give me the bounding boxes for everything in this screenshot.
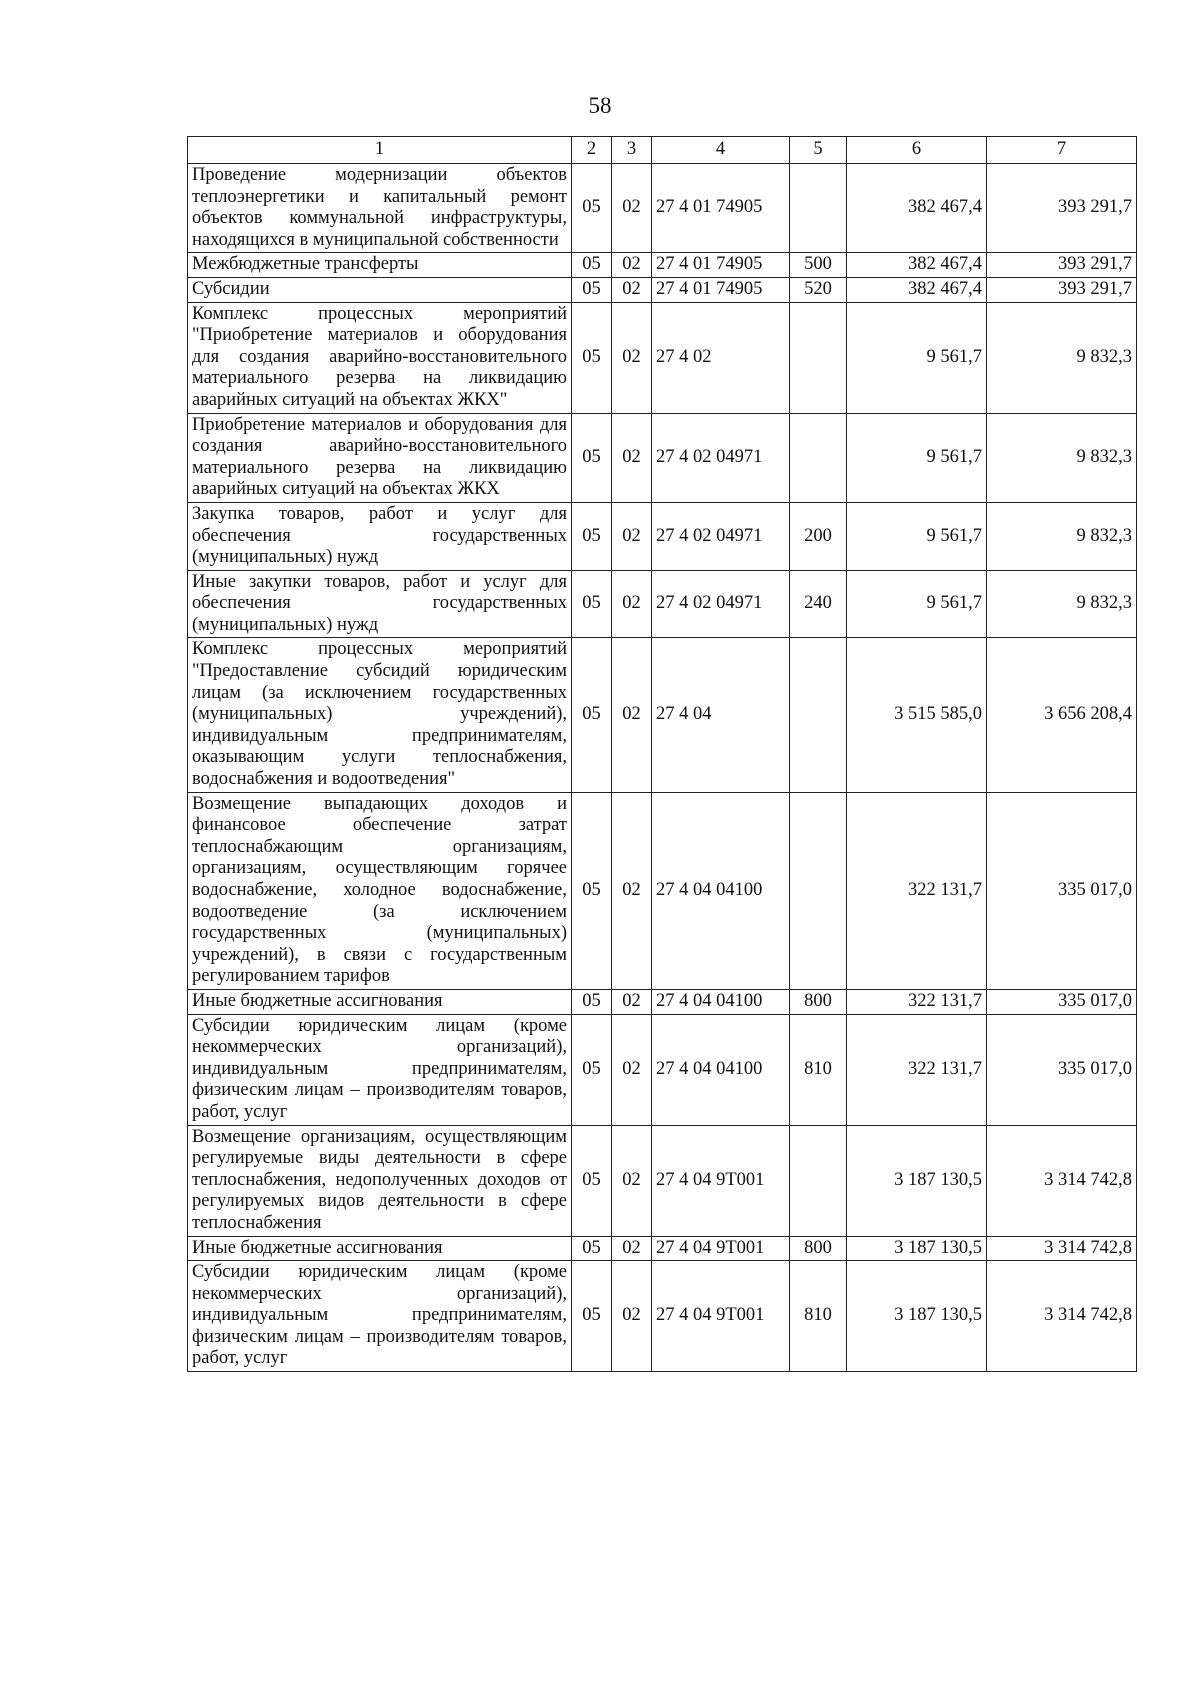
row-name-cell: Комплекс процессных мероприятий "Приобретение материалов и оборудования для создания аварийно-восстановительного материального резерва на ликвидацию аварийных ситуаций на объектах ЖКХ"	[188, 302, 572, 413]
subsection-code-cell: 02	[612, 277, 652, 302]
subsection-code-cell: 02	[612, 164, 652, 253]
table-body	[188, 137, 1137, 1372]
amount-year-2-cell: 9 832,3	[987, 413, 1137, 502]
header-cell-6: 6	[847, 137, 987, 164]
target-article-cell: 27 4 02 04971	[652, 570, 790, 638]
section-code-cell: 05	[572, 502, 612, 570]
amount-year-1-cell: 3 187 130,5	[847, 1125, 987, 1236]
expense-type-cell	[790, 1125, 847, 1236]
row-name-cell: Возмещение выпадающих доходов и финансовое обеспечение затрат теплоснабжающим организациям, организациям, осуществляющим горячее водоснабжение, холодное водоснабжение, водоотведение (за исключением государственных (муниципальных) учреждений), в связи с государственным регулированием тарифов	[188, 792, 572, 989]
target-article-cell: 27 4 02	[652, 302, 790, 413]
target-article-cell: 27 4 01 74905	[652, 164, 790, 253]
subsection-code-cell: 02	[612, 638, 652, 792]
amount-year-1-cell: 382 467,4	[847, 277, 987, 302]
subsection-code-cell: 02	[612, 570, 652, 638]
section-code-cell: 05	[572, 1014, 612, 1125]
target-article-cell: 27 4 04 9Т001	[652, 1125, 790, 1236]
section-code-cell: 05	[572, 277, 612, 302]
section-code-cell: 05	[572, 1125, 612, 1236]
budget-table	[187, 136, 1137, 1372]
table-row	[188, 164, 1137, 253]
table-row	[188, 1125, 1137, 1236]
subsection-code-cell: 02	[612, 1125, 652, 1236]
amount-year-2-cell: 3 656 208,4	[987, 638, 1137, 792]
expense-type-cell: 810	[790, 1014, 847, 1125]
row-name-cell: Межбюджетные трансферты	[188, 253, 572, 278]
amount-year-2-cell: 393 291,7	[987, 277, 1137, 302]
amount-year-1-cell: 9 561,7	[847, 302, 987, 413]
table-row	[188, 413, 1137, 502]
subsection-code-cell: 02	[612, 302, 652, 413]
row-name-cell: Субсидии	[188, 277, 572, 302]
target-article-cell: 27 4 01 74905	[652, 277, 790, 302]
expense-type-cell: 800	[790, 1236, 847, 1261]
expense-type-cell	[790, 164, 847, 253]
row-name-cell: Иные закупки товаров, работ и услуг для обеспечения государственных (муниципальных) нужд	[188, 570, 572, 638]
amount-year-2-cell: 9 832,3	[987, 570, 1137, 638]
subsection-code-cell: 02	[612, 792, 652, 989]
row-name-cell: Приобретение материалов и оборудования для создания аварийно-восстановительного материального резерва на ликвидацию аварийных ситуаций на объектах ЖКХ	[188, 413, 572, 502]
subsection-code-cell: 02	[612, 253, 652, 278]
row-name-cell: Субсидии юридическим лицам (кроме некоммерческих организаций), индивидуальным предпринимателям, физическим лицам – производителям товаров, работ, услуг	[188, 1014, 572, 1125]
table-row	[188, 989, 1137, 1014]
section-code-cell: 05	[572, 302, 612, 413]
table-row	[188, 638, 1137, 792]
table-row	[188, 277, 1137, 302]
amount-year-1-cell: 9 561,7	[847, 570, 987, 638]
header-row	[188, 137, 1137, 164]
amount-year-1-cell: 382 467,4	[847, 253, 987, 278]
amount-year-2-cell: 3 314 742,8	[987, 1236, 1137, 1261]
subsection-code-cell: 02	[612, 413, 652, 502]
expense-type-cell: 240	[790, 570, 847, 638]
section-code-cell: 05	[572, 638, 612, 792]
table-row	[188, 1261, 1137, 1372]
amount-year-1-cell: 322 131,7	[847, 1014, 987, 1125]
amount-year-2-cell: 9 832,3	[987, 502, 1137, 570]
section-code-cell: 05	[572, 164, 612, 253]
amount-year-1-cell: 3 187 130,5	[847, 1261, 987, 1372]
target-article-cell: 27 4 04 04100	[652, 989, 790, 1014]
target-article-cell: 27 4 01 74905	[652, 253, 790, 278]
target-article-cell: 27 4 04 04100	[652, 1014, 790, 1125]
amount-year-2-cell: 393 291,7	[987, 253, 1137, 278]
expense-type-cell	[790, 413, 847, 502]
subsection-code-cell: 02	[612, 1261, 652, 1372]
target-article-cell: 27 4 02 04971	[652, 413, 790, 502]
section-code-cell: 05	[572, 253, 612, 278]
amount-year-1-cell: 9 561,7	[847, 502, 987, 570]
header-cell-4: 4	[652, 137, 790, 164]
expense-type-cell: 200	[790, 502, 847, 570]
target-article-cell: 27 4 02 04971	[652, 502, 790, 570]
section-code-cell: 05	[572, 792, 612, 989]
page-number: 58	[588, 93, 612, 118]
amount-year-2-cell: 335 017,0	[987, 1014, 1137, 1125]
section-code-cell: 05	[572, 989, 612, 1014]
subsection-code-cell: 02	[612, 1236, 652, 1261]
header-cell-3: 3	[612, 137, 652, 164]
table-row	[188, 253, 1137, 278]
expense-type-cell	[790, 638, 847, 792]
expense-type-cell: 800	[790, 989, 847, 1014]
subsection-code-cell: 02	[612, 502, 652, 570]
section-code-cell: 05	[572, 1261, 612, 1372]
amount-year-1-cell: 322 131,7	[847, 989, 987, 1014]
amount-year-2-cell: 393 291,7	[987, 164, 1137, 253]
row-name-cell: Иные бюджетные ассигнования	[188, 1236, 572, 1261]
expense-type-cell	[790, 302, 847, 413]
row-name-cell: Иные бюджетные ассигнования	[188, 989, 572, 1014]
amount-year-1-cell: 9 561,7	[847, 413, 987, 502]
table-row	[188, 1236, 1137, 1261]
expense-type-cell: 500	[790, 253, 847, 278]
target-article-cell: 27 4 04 04100	[652, 792, 790, 989]
table-row	[188, 502, 1137, 570]
header-cell-7: 7	[987, 137, 1137, 164]
amount-year-2-cell: 3 314 742,8	[987, 1125, 1137, 1236]
amount-year-2-cell: 9 832,3	[987, 302, 1137, 413]
expense-type-cell	[790, 792, 847, 989]
amount-year-1-cell: 3 187 130,5	[847, 1236, 987, 1261]
row-name-cell: Субсидии юридическим лицам (кроме некоммерческих организаций), индивидуальным предпринимателям, физическим лицам – производителям товаров, работ, услуг	[188, 1261, 572, 1372]
section-code-cell: 05	[572, 1236, 612, 1261]
target-article-cell: 27 4 04 9Т001	[652, 1261, 790, 1372]
amount-year-1-cell: 3 515 585,0	[847, 638, 987, 792]
amount-year-2-cell: 335 017,0	[987, 989, 1137, 1014]
row-name-cell: Проведение модернизации объектов теплоэнергетики и капитальный ремонт объектов коммунальной инфраструктуры, находящихся в муниципальной собственности	[188, 164, 572, 253]
section-code-cell: 05	[572, 413, 612, 502]
header-cell-2: 2	[572, 137, 612, 164]
row-name-cell: Закупка товаров, работ и услуг для обеспечения государственных (муниципальных) нужд	[188, 502, 572, 570]
amount-year-2-cell: 335 017,0	[987, 792, 1137, 989]
row-name-cell: Возмещение организациям, осуществляющим регулируемые виды деятельности в сфере теплоснабжения, недополученных доходов от регулируемых видов деятельности в сфере теплоснабжения	[188, 1125, 572, 1236]
section-code-cell: 05	[572, 570, 612, 638]
expense-type-cell: 810	[790, 1261, 847, 1372]
table-row	[188, 792, 1137, 989]
header-cell-1: 1	[188, 137, 572, 164]
target-article-cell: 27 4 04 9Т001	[652, 1236, 790, 1261]
amount-year-2-cell: 3 314 742,8	[987, 1261, 1137, 1372]
table-row	[188, 1014, 1137, 1125]
target-article-cell: 27 4 04	[652, 638, 790, 792]
table-row	[188, 302, 1137, 413]
row-name-cell: Комплекс процессных мероприятий "Предоставление субсидий юридическим лицам (за исключением государственных (муниципальных) учреждений), индивидуальным предпринимателям, оказывающим услуги теплоснабжения, водоснабжения и водоотведения"	[188, 638, 572, 792]
amount-year-1-cell: 322 131,7	[847, 792, 987, 989]
subsection-code-cell: 02	[612, 1014, 652, 1125]
subsection-code-cell: 02	[612, 989, 652, 1014]
table-row	[188, 570, 1137, 638]
amount-year-1-cell: 382 467,4	[847, 164, 987, 253]
header-cell-5: 5	[790, 137, 847, 164]
expense-type-cell: 520	[790, 277, 847, 302]
